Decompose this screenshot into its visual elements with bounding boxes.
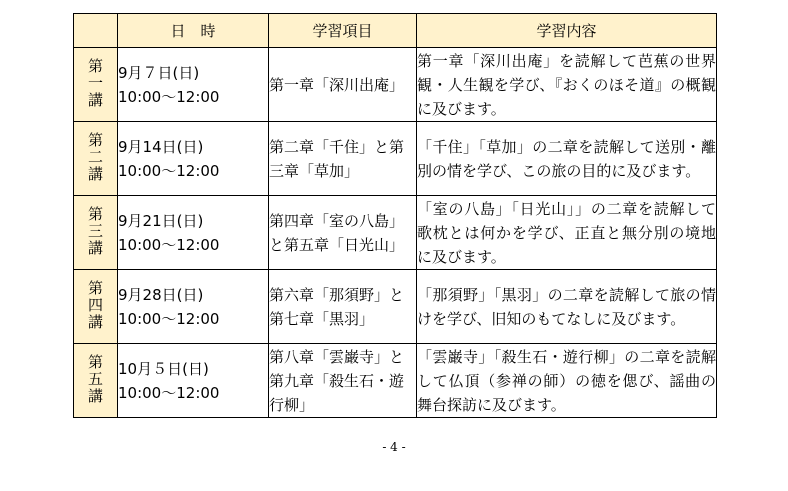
lecture-time: 10:00～12:00 bbox=[118, 87, 220, 106]
lecture-time: 10:00～12:00 bbox=[118, 309, 220, 328]
header-content: 学習内容 bbox=[417, 14, 717, 48]
topic-cell: 第二章「千住」と第三章「草加」 bbox=[269, 122, 417, 196]
datetime-cell bbox=[118, 344, 269, 418]
lecture-label: 第四講 bbox=[87, 278, 103, 331]
topic-cell: 第四章「室の八島」と第五章「日光山」 bbox=[269, 196, 417, 270]
lecture-schedule-table bbox=[73, 13, 717, 418]
lecture-date: 9月21日(日) bbox=[118, 211, 204, 230]
lecture-cell bbox=[74, 122, 118, 196]
content-cell: 「那須野」「黒羽」の二章を読解して旅の情けを学び、旧知のもてなしに及びます。 bbox=[417, 270, 717, 344]
lecture-date: 9月28日(日) bbox=[118, 285, 204, 304]
lecture-cell bbox=[74, 48, 118, 122]
table-header-row bbox=[74, 14, 717, 48]
table-row bbox=[74, 48, 717, 122]
table-row bbox=[74, 122, 717, 196]
table-row bbox=[74, 196, 717, 270]
header-datetime: 日 時 bbox=[118, 14, 269, 48]
content-cell: 「雲巌寺」「殺生石・遊行柳」の二章を読解して仏頂（参禅の師）の徳を偲び、謡曲の舞台探訪に及びます。 bbox=[417, 344, 717, 418]
topic-cell: 第一章「深川出庵」 bbox=[269, 48, 417, 122]
lecture-time: 10:00～12:00 bbox=[118, 161, 220, 180]
lecture-label: 第三講 bbox=[87, 204, 103, 257]
content-cell: 「千住」「草加」の二章を読解して送別・離別の情を学び、この旅の目的に及びます。 bbox=[417, 122, 717, 196]
lecture-date: 10月５日(日) bbox=[118, 359, 209, 378]
header-topic: 学習項目 bbox=[269, 14, 417, 48]
lecture-label: 第五講 bbox=[87, 352, 103, 405]
lecture-date: 9月７日(日) bbox=[118, 63, 200, 82]
topic-cell: 第六章「那須野」と第七章「黒羽」 bbox=[269, 270, 417, 344]
datetime-cell bbox=[118, 270, 269, 344]
lecture-cell bbox=[74, 196, 118, 270]
content-cell: 第一章「深川出庵」を読解して芭蕉の世界観・人生観を学び、『おくのほそ道』の概観に及びます。 bbox=[417, 48, 717, 122]
lecture-label: 第二講 bbox=[87, 130, 103, 183]
content-cell: 「室の八島」「日光山」」の二章を読解して歌枕とは何かを学び、正直と無分別の境地に及びます。 bbox=[417, 196, 717, 270]
datetime-cell bbox=[118, 122, 269, 196]
lecture-cell bbox=[74, 270, 118, 344]
datetime-cell bbox=[118, 196, 269, 270]
lecture-time: 10:00～12:00 bbox=[118, 235, 220, 254]
table-row bbox=[74, 344, 717, 418]
datetime-cell bbox=[118, 48, 269, 122]
topic-cell: 第八章「雲巌寺」と第九章「殺生石・遊行柳」 bbox=[269, 344, 417, 418]
header-lecture bbox=[74, 14, 118, 48]
lecture-cell bbox=[74, 344, 118, 418]
table-row bbox=[74, 270, 717, 344]
lecture-date: 9月14日(日) bbox=[118, 137, 204, 156]
lecture-label: 第一講 bbox=[87, 56, 103, 109]
page-number: - 4 - bbox=[382, 440, 406, 454]
lecture-time: 10:00～12:00 bbox=[118, 383, 220, 402]
